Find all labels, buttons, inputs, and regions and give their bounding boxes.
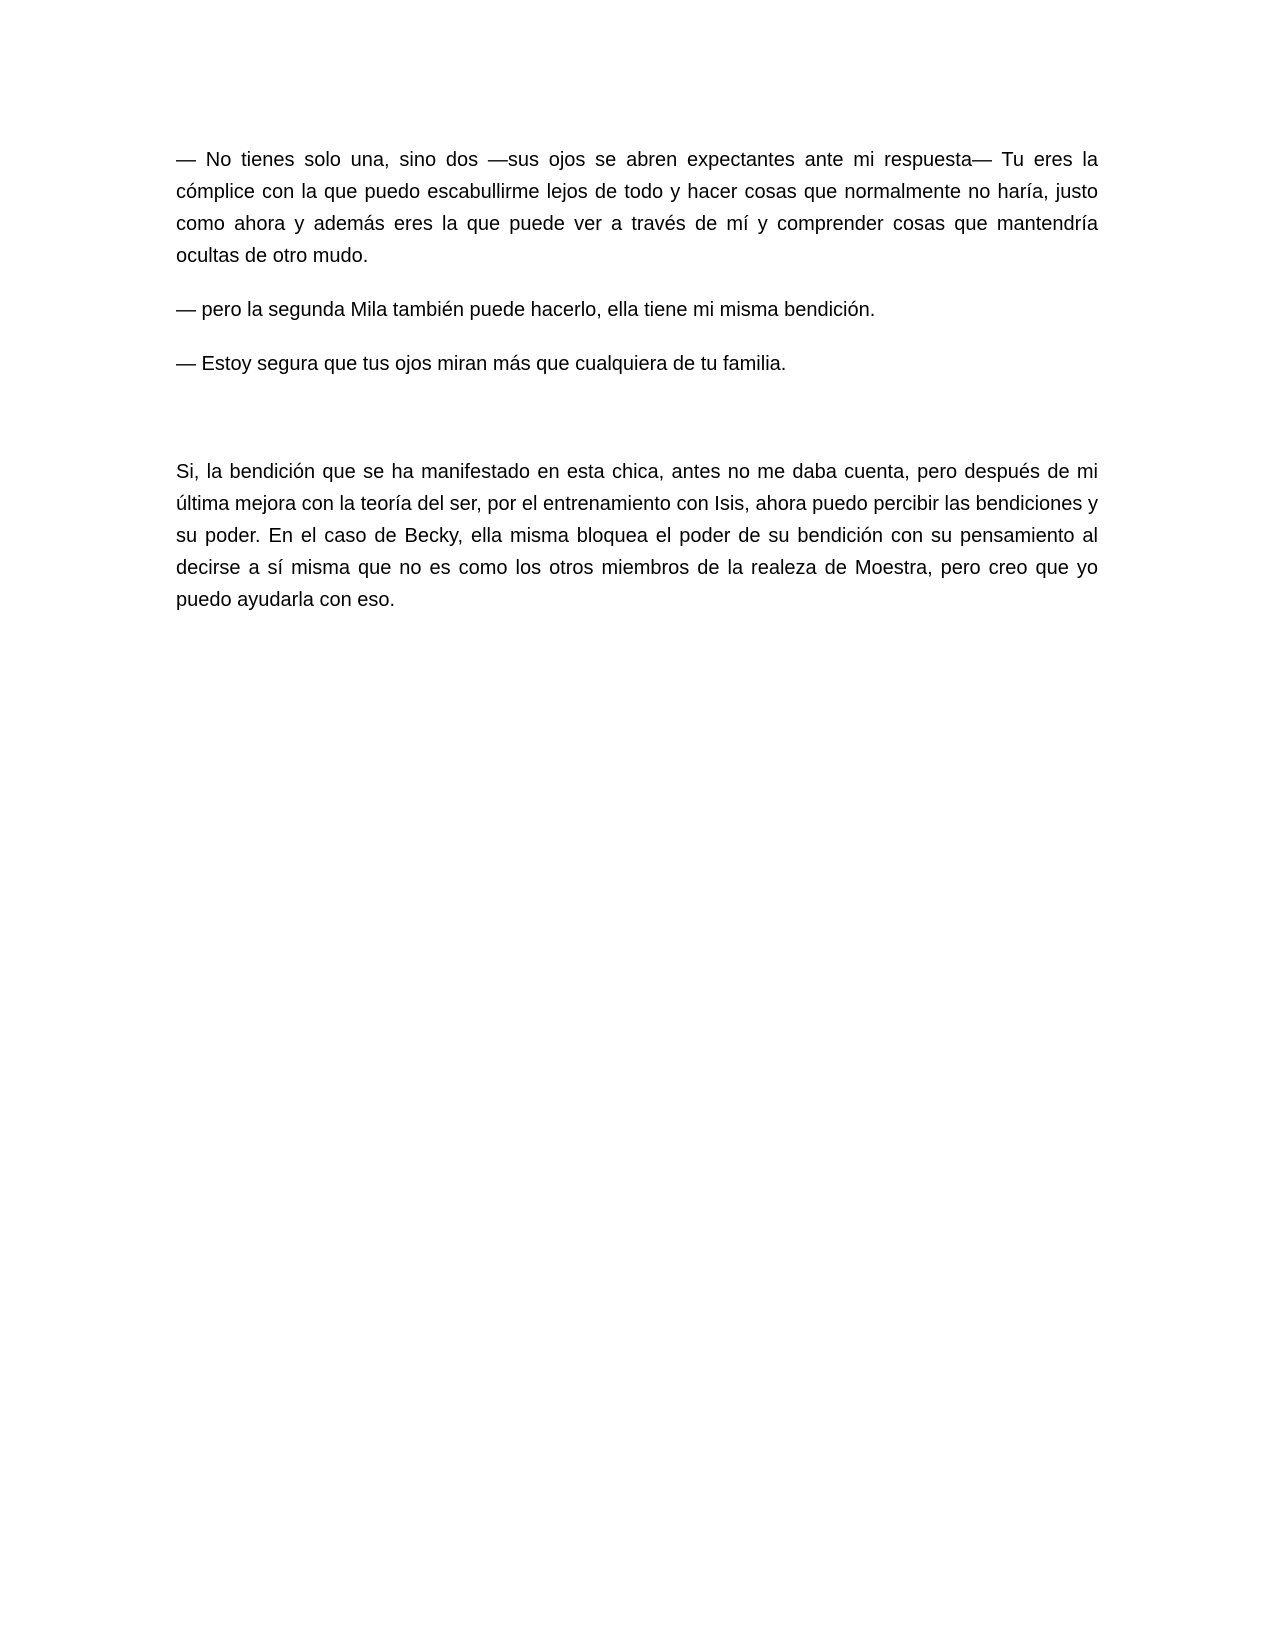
section-spacer <box>176 380 1098 456</box>
paragraph-spacer <box>176 272 1098 294</box>
paragraph-dialogue-3: — Estoy segura que tus ojos miran más que cualquiera de tu familia. <box>176 353 787 375</box>
paragraph-spacer <box>176 326 1098 348</box>
paragraph-dialogue-1: — No tienes solo una, sino dos —sus ojos se abren expectantes ante mi respuesta— Tu eres la cómplice con la que puedo escabullirme lejos de todo y hacer cosas que normalmente no haría, justo como ahora y además eres la que puede ver a través de mí y comprender cosas que mantendría ocultas de otro mudo. <box>176 149 1098 267</box>
paragraph-dialogue-2: — pero la segunda Mila también puede hacerlo, ella tiene mi misma bendición. <box>176 299 876 321</box>
paragraph-narration: Si, la bendición que se ha manifestado en esta chica, antes no me daba cuenta, pero después de mi última mejora con la teoría del ser, por el entrenamiento con Isis, ahora puedo percibir las bendiciones y su poder. En el caso de Becky, ella misma bloquea el poder de su bendición con su pensamiento al decirse a sí misma que no es como los otros miembros de la realeza de Moestra, pero creo que yo puedo ayudarla con eso. <box>176 461 1098 611</box>
document-body <box>176 144 1098 616</box>
